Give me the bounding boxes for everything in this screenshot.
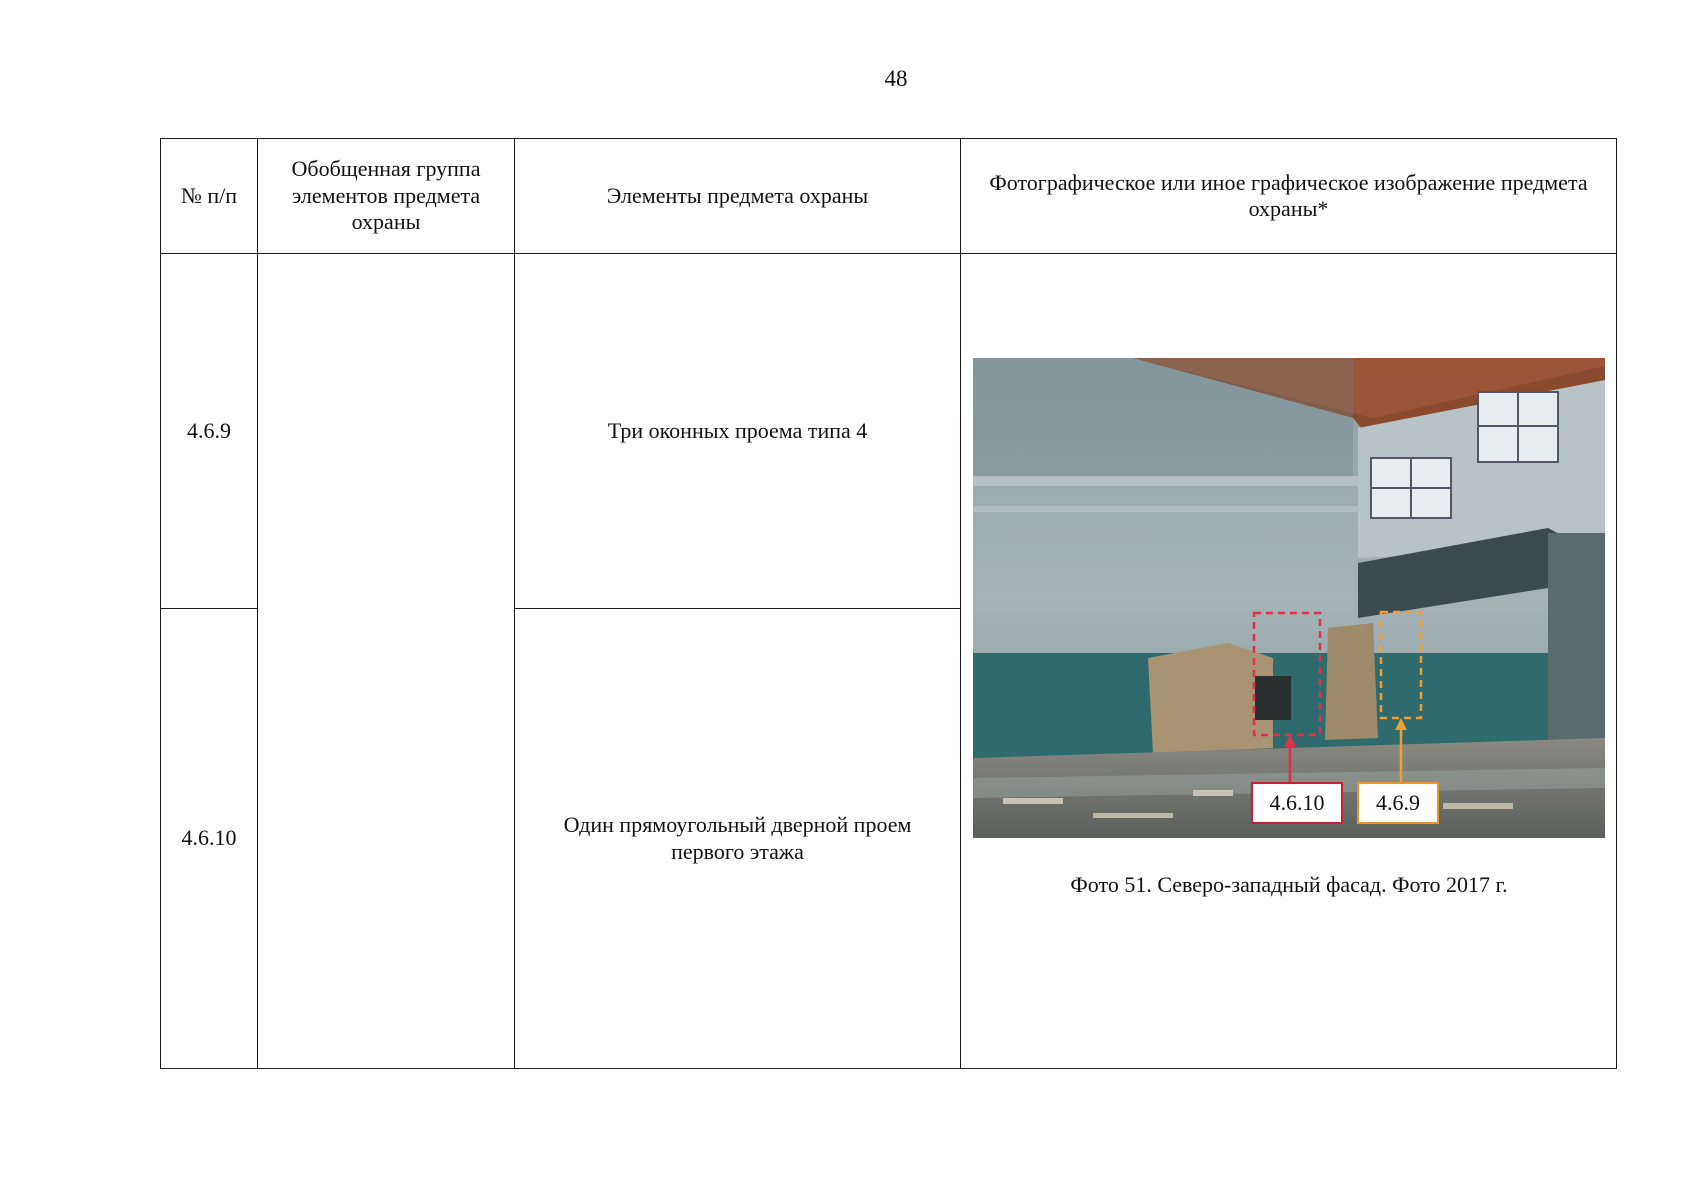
table-header-row	[161, 139, 1617, 254]
row-elements: Три оконных проема типа 4	[515, 254, 961, 609]
photo-caption: Фото 51. Северо-западный фасад. Фото 2017 г.	[1070, 872, 1508, 897]
header-elements: Элементы предмета охраны	[515, 139, 961, 254]
row-elements: Один прямоугольный дверной проем первого этажа	[515, 609, 961, 1069]
protection-elements-table	[160, 138, 1617, 1069]
row-number: 4.6.9	[161, 254, 258, 609]
header-group: Обобщенная группа элементов предмета охраны	[258, 139, 515, 254]
row-group	[258, 254, 515, 1069]
header-number: № п/п	[161, 139, 258, 254]
interior-photo-image	[973, 358, 1605, 838]
callout-label-4-6-10: 4.6.10	[1251, 782, 1343, 824]
facade-photo	[973, 358, 1605, 838]
row-number: 4.6.10	[161, 609, 258, 1069]
page-number: 48	[884, 66, 908, 91]
header-image: Фотографическое или иное графическое изображение предмета охраны*	[961, 139, 1617, 254]
photo-cell	[961, 254, 1617, 1069]
table-row	[161, 254, 1617, 609]
callout-label-4-6-9: 4.6.9	[1357, 782, 1439, 824]
